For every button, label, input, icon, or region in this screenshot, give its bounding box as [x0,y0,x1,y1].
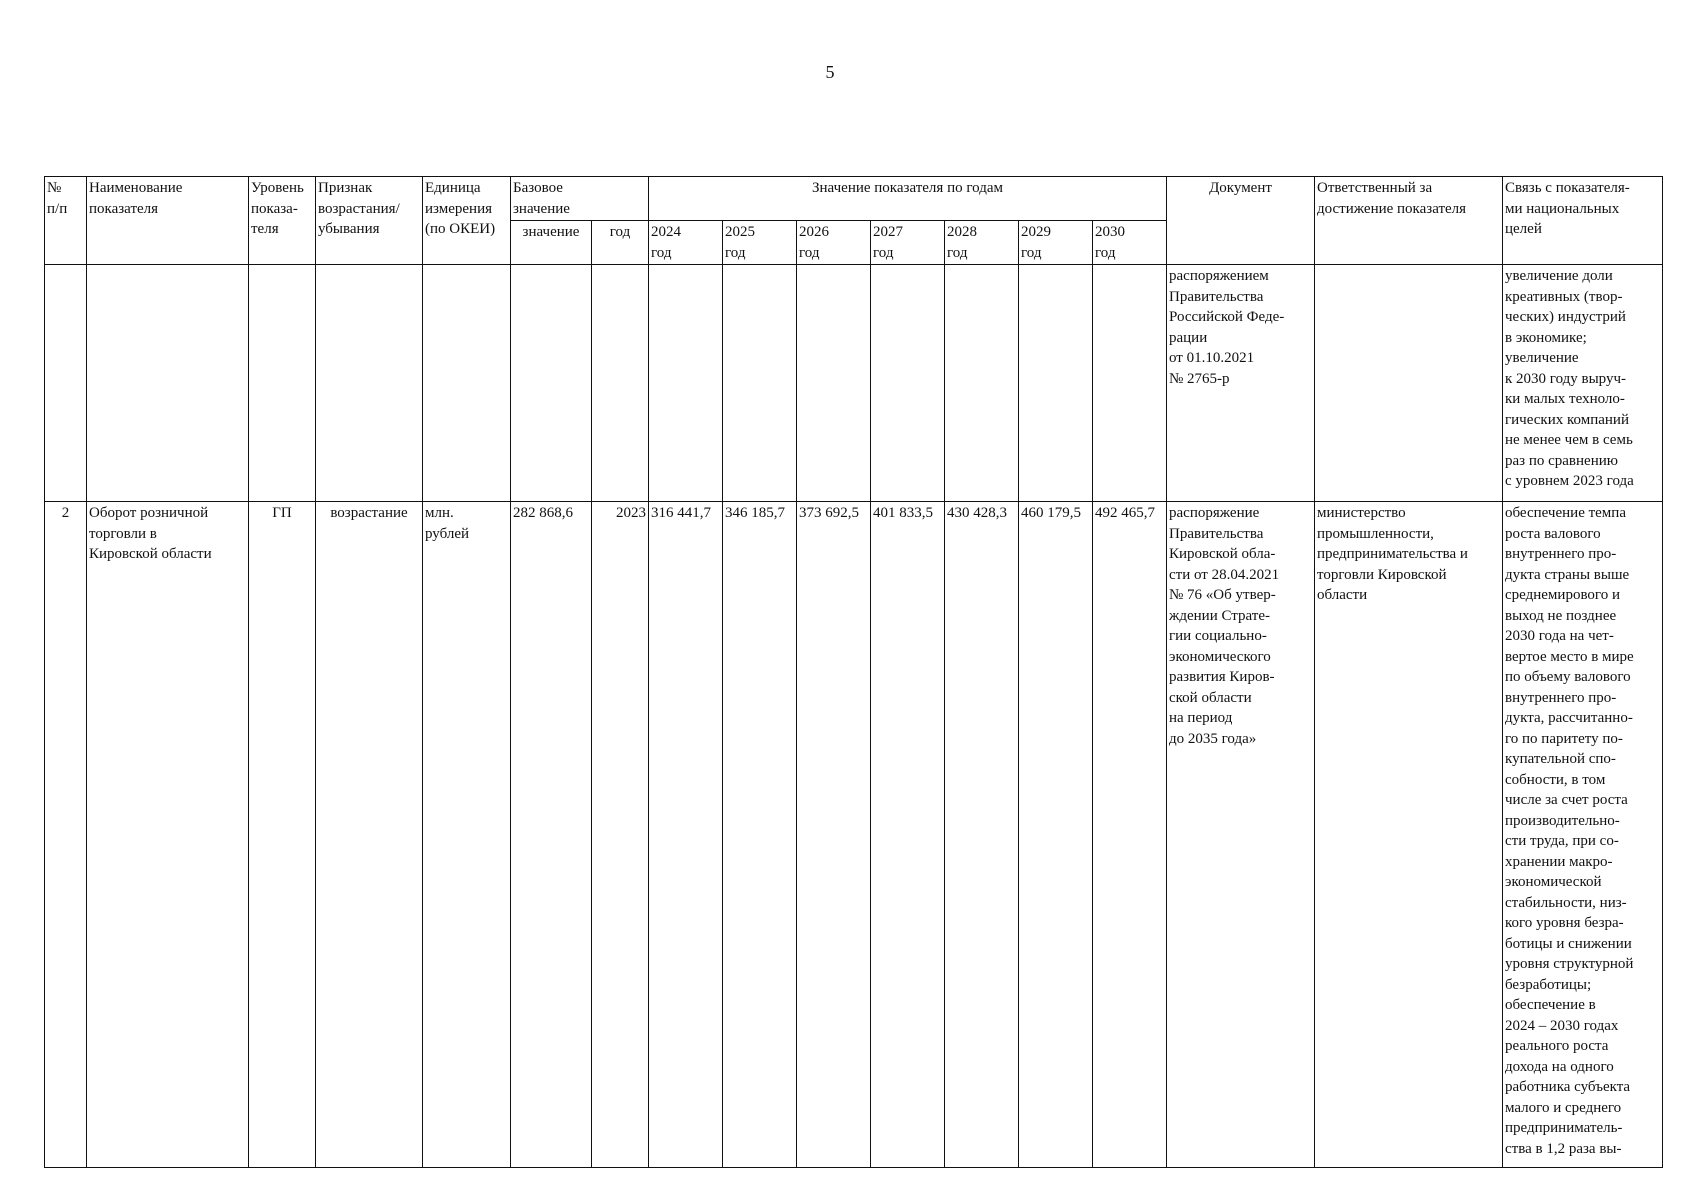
cell-value-2025: 346 185,7 [723,502,797,1168]
cell-level [249,265,316,502]
cell-base-value [511,265,592,502]
table-row [45,502,1663,1168]
cell-name [87,265,249,502]
cell-value-2024 [649,265,723,502]
cell-base-year [592,265,649,502]
cell-unit: млн. рублей [423,502,511,1168]
header-year-2030: 2030 год [1093,221,1167,265]
cell-name: Оборот розничной торговли в Кировской области [87,502,249,1168]
header-responsible: Ответственный за достижение показателя [1315,177,1503,265]
cell-link: обеспечение темпа роста валового внутреннего про- дукта страны выше среднемирового и выход не позднее 2030 года на чет- вертое место в мире по объему валового внутреннего про- дукта, рассчитанно- го по паритету по- купательной спо- собности, в том числе за счет роста производительно- сти труда, при со- хранении макро- экономической стабильности, низ- кого уровня безра- ботицы и снижении уровня структурной безработицы; обеспечение в 2024 – 2030 годах реального роста дохода на одного работника субъекта малого и среднего предприниматель- ства в 1,2 раза вы- [1503,502,1663,1168]
header-document: Документ [1167,177,1315,265]
cell-link: увеличение доли креативных (твор- ческих) индустрий в экономике; увеличение к 2030 году выруч- ки малых техноло- гических компаний не менее чем в семь раз по сравнению с уровнем 2023 года [1503,265,1663,502]
cell-num: 2 [45,502,87,1168]
cell-value-2026: 373 692,5 [797,502,871,1168]
header-row-1 [45,177,1663,221]
cell-base-year: 2023 [592,502,649,1168]
cell-value-2029: 460 179,5 [1019,502,1093,1168]
cell-document: распоряжением Правительства Российской Феде- рации от 01.10.2021 № 2765-р [1167,265,1315,502]
cell-document: распоряжение Правительства Кировской обла- сти от 28.04.2021 № 76 «Об утвер- ждении Страте- гии социально- экономического развития Киров- ской области на период до 2035 года» [1167,502,1315,1168]
cell-base-value: 282 868,6 [511,502,592,1168]
cell-num [45,265,87,502]
cell-sign: возрастание [316,502,423,1168]
header-year-2026: 2026 год [797,221,871,265]
header-name: Наименование показателя [87,177,249,265]
cell-value-2030: 492 465,7 [1093,502,1167,1168]
header-values-by-year: Значение показателя по годам [649,177,1167,221]
header-unit: Единица измерения (по ОКЕИ) [423,177,511,265]
header-year-2029: 2029 год [1019,221,1093,265]
cell-responsible: министерство промышленности, предпринимательства и торговли Кировской области [1315,502,1503,1168]
cell-value-2030 [1093,265,1167,502]
header-num: № п/п [45,177,87,265]
cell-level: ГП [249,502,316,1168]
page-number: 5 [825,62,835,82]
header-base: Базовое значение [511,177,649,221]
cell-responsible [1315,265,1503,502]
cell-value-2028: 430 428,3 [945,502,1019,1168]
cell-value-2024: 316 441,7 [649,502,723,1168]
header-year-2025: 2025 год [723,221,797,265]
header-year-2024: 2024 год [649,221,723,265]
cell-value-2028 [945,265,1019,502]
cell-value-2027 [871,265,945,502]
header-year-2027: 2027 год [871,221,945,265]
cell-value-2025 [723,265,797,502]
indicators-table [44,176,1663,1168]
table-row [45,265,1663,502]
header-base-value: значение [511,221,592,265]
cell-sign [316,265,423,502]
header-base-year: год [592,221,649,265]
cell-value-2027: 401 833,5 [871,502,945,1168]
cell-value-2026 [797,265,871,502]
header-link: Связь с показателя- ми национальных целей [1503,177,1663,265]
header-year-2028: 2028 год [945,221,1019,265]
header-level: Уровень показа- теля [249,177,316,265]
cell-value-2029 [1019,265,1093,502]
header-sign: Признак возрастания/ убывания [316,177,423,265]
cell-unit [423,265,511,502]
